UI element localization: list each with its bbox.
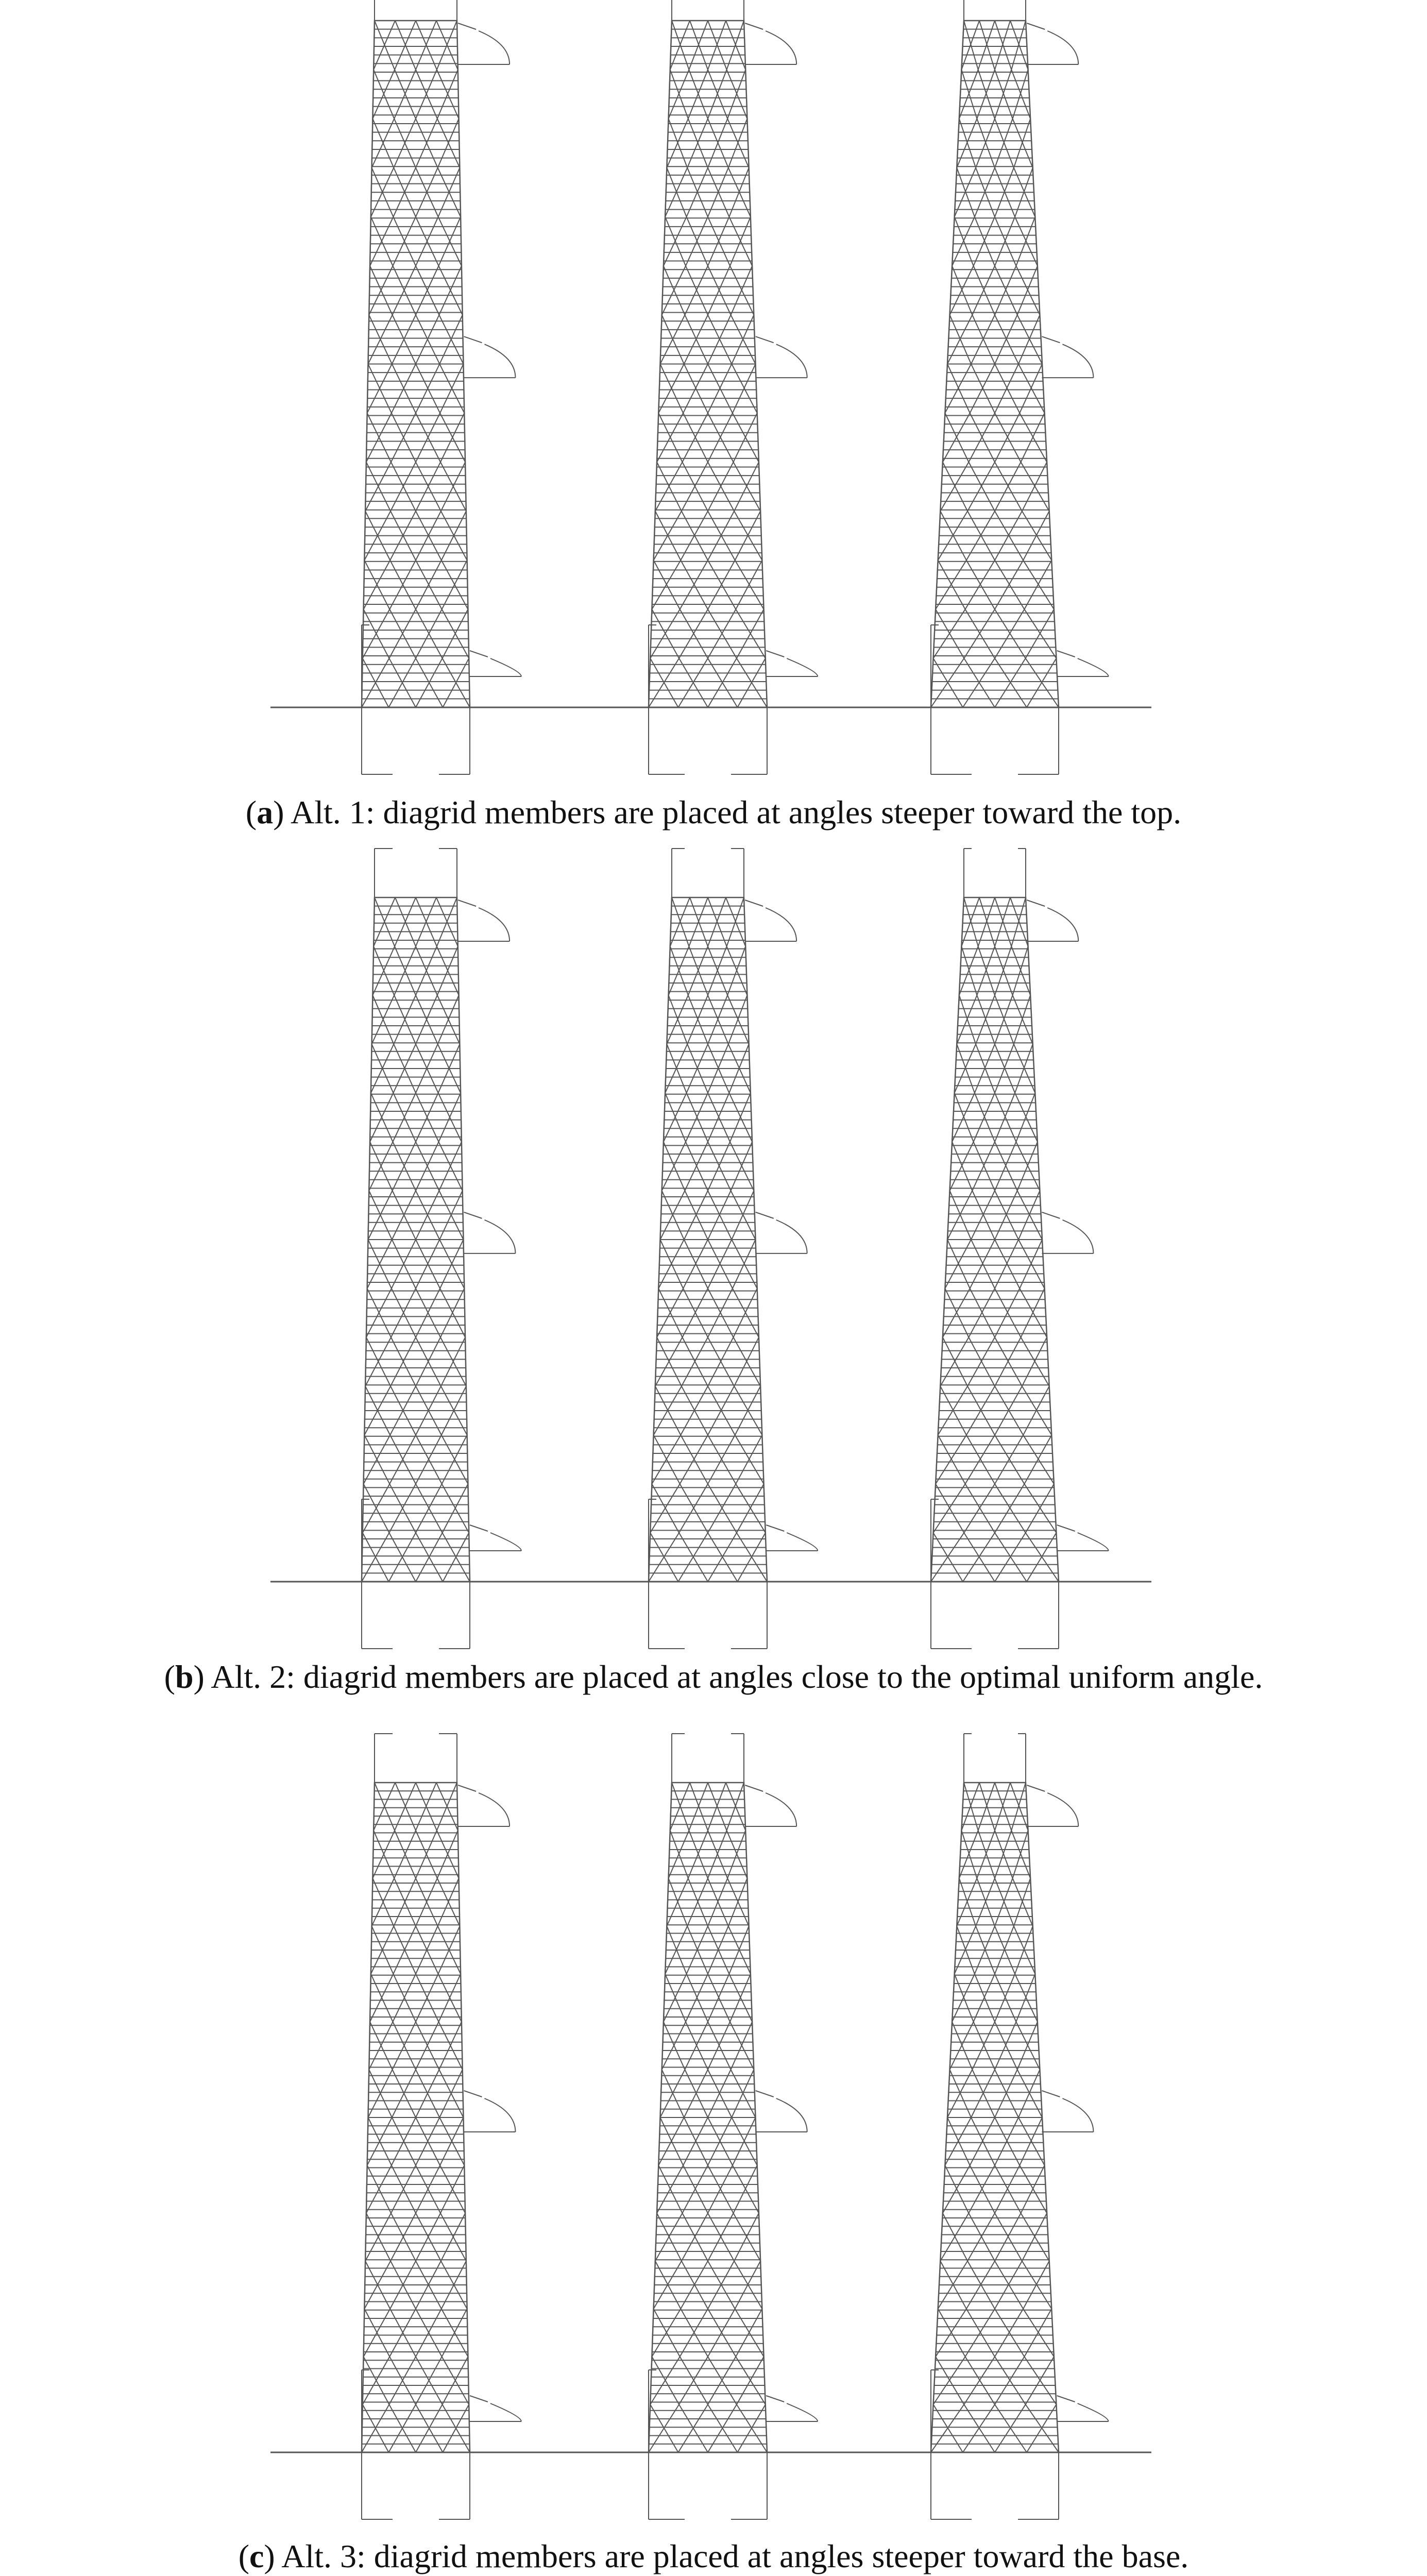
angle-leader [766, 2396, 784, 2402]
angle-arc [1047, 1793, 1078, 1826]
angle-arc [1078, 658, 1109, 676]
angle-arc [766, 908, 796, 941]
angle-leader [470, 2396, 488, 2402]
panel-b [270, 849, 1151, 1649]
angle-arc [490, 1533, 521, 1551]
angle-leader [766, 651, 784, 657]
angle-leader [1027, 1785, 1045, 1791]
tower-3 [931, 849, 1109, 1649]
tower-1 [362, 849, 521, 1649]
tower-3 [931, 0, 1109, 774]
angle-leader [458, 23, 476, 29]
tower-1 [362, 0, 521, 774]
angle-arc [787, 658, 818, 676]
angle-arc [1047, 31, 1078, 64]
angle-arc [776, 344, 807, 378]
angle-arc [490, 658, 521, 676]
angle-arc [1047, 908, 1078, 941]
angle-leader [1042, 336, 1060, 343]
tower-3 [931, 1734, 1109, 2519]
angle-arc [787, 1533, 818, 1551]
panel-a [270, 0, 1151, 774]
angle-leader [756, 1212, 774, 1218]
angle-leader [464, 336, 482, 343]
angle-leader [458, 1785, 476, 1791]
tower-2 [649, 1734, 818, 2519]
angle-leader [470, 651, 488, 657]
angle-arc [479, 31, 509, 64]
angle-leader [470, 1525, 488, 1531]
tower-2 [649, 0, 818, 774]
caption-c: (c) Alt. 3: diagrid members are placed at angles steeper toward the base. [238, 2538, 1189, 2574]
angle-arc [485, 1220, 516, 1253]
angle-arc [1062, 1220, 1093, 1253]
angle-arc [485, 344, 516, 378]
angle-arc [776, 1220, 807, 1253]
angle-leader [464, 2091, 482, 2097]
angle-arc [1078, 1533, 1109, 1551]
angle-leader [745, 900, 763, 906]
angle-arc [766, 1793, 796, 1826]
angle-leader [745, 23, 763, 29]
angle-leader [1042, 2091, 1060, 2097]
caption-b: (b) Alt. 2: diagrid members are placed at angles close to the optimal uniform angle. [164, 1658, 1263, 1695]
angle-arc [776, 2098, 807, 2132]
angle-arc [490, 2403, 521, 2421]
tower-1 [362, 1734, 521, 2519]
angle-leader [756, 336, 774, 343]
angle-leader [1057, 651, 1075, 657]
angle-arc [1062, 344, 1093, 378]
angle-leader [1027, 900, 1045, 906]
caption-a: (a) Alt. 1: diagrid members are placed at angles steeper toward the top. [245, 794, 1182, 831]
angle-leader [766, 1525, 784, 1531]
angle-leader [1057, 2396, 1075, 2402]
angle-leader [464, 1212, 482, 1218]
angle-leader [1042, 1212, 1060, 1218]
angle-leader [745, 1785, 763, 1791]
angle-arc [479, 908, 509, 941]
angle-arc [766, 31, 796, 64]
angle-arc [485, 2098, 516, 2132]
angle-leader [1057, 1525, 1075, 1531]
angle-arc [787, 2403, 818, 2421]
angle-leader [1027, 23, 1045, 29]
angle-arc [479, 1793, 509, 1826]
angle-arc [1078, 2403, 1109, 2421]
angle-leader [756, 2091, 774, 2097]
angle-arc [1062, 2098, 1093, 2132]
angle-leader [458, 900, 476, 906]
tower-2 [649, 849, 818, 1649]
panel-c [270, 1734, 1151, 2519]
